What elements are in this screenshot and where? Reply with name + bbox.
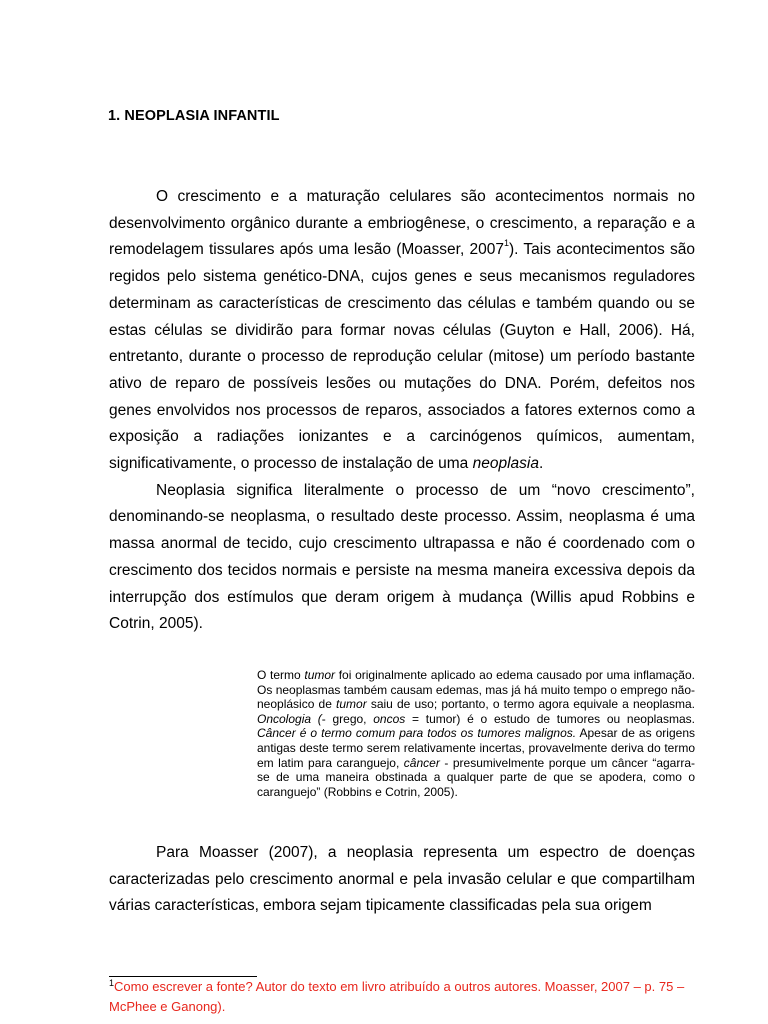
quote-text (257, 668, 695, 799)
footnote-text: Como escrever a fonte? Autor do texto em livro atribuído a outros autores. Moasser, 2007 – p. 75 – McPhee e Ganong). (109, 979, 685, 1014)
quote-i2: tumor (336, 697, 367, 712)
section-heading: 1. NEOPLASIA INFANTIL (108, 108, 280, 124)
body-text-bottom (109, 840, 695, 919)
quote-s6: Apesar de as origens antigas deste termo serem relativamente incertas, provavelmente deriva do termo em latim para caranguejo, (257, 726, 695, 770)
paragraph-growth-maturation (109, 184, 695, 478)
paragraph1-italic-term: neoplasia (472, 455, 539, 473)
quote-s1: O termo (257, 668, 305, 682)
paragraph1-part1: O crescimento e a maturação celulares são acontecimentos normais no desenvolvimento orgânico durante a embriogênese, o crescimento, a reparação e a remodelagem tissulares após uma lesão (Moasser, 2007 (109, 188, 695, 259)
quote-i6: câncer (403, 755, 440, 770)
quote-i1: tumor (304, 668, 336, 682)
quote-s2: foi originalmente aplicado ao edema causado por uma inflamação. Os neoplasmas também causam edemas, mas já há muito tempo o emprego não-neoplásico de (257, 668, 695, 712)
quote-s7: - presumivelmente porque um câncer “agarra-se de uma maneira obstinada a qualquer parte de que se apodera, como o caranguejo” (Robbins e Cotrin, 2005). (257, 755, 696, 799)
paragraph1-part2: ). Tais acontecimentos são regidos pelo sistema genético-DNA, cujos genes e seus mecanismos reguladores determinam as características de crescimento das células e também quando ou se estas células se dividirão para formar novas células (Guyton e Hall, 2006). Há, entretanto, durante o processo de reprodução celular (mitose) um período bastante ativo de reparo de possíveis lesões ou mutações do DNA. Porém, defeitos nos genes envolvidos nos processos de reparos, associados a fatores externos como a exposição a radiações ionizantes e a carcinógenos químicos, aumentam, significativamente, o processo de instalação de uma (109, 241, 695, 473)
paragraph-neoplasia-definition: Neoplasia significa literalmente o processo de um “novo crescimento”, denominando-se neoplasma, o resultado deste processo. Assim, neoplasma é uma massa anormal de tecido, cujo crescimento ultrapassa e não é coordenado com o crescimento dos tecidos normais e persiste na mesma maneira excessiva depois da interrupção dos estímulos que deram origem à mudança (Willis apud Robbins e Cotrin, 2005). (109, 481, 695, 633)
body-text-top (109, 184, 695, 638)
footnote (109, 977, 695, 1017)
block-quote (257, 668, 695, 799)
paragraph-moasser: Para Moasser (2007), a neoplasia representa um espectro de doenças caracterizadas pelo crescimento anormal e pela invasão celular e que compartilham várias características, embora sejam tipicamente classificadas pela sua origem (109, 844, 695, 915)
paragraph1-end: . (538, 455, 544, 473)
footnote-reference[interactable]: 1 (503, 238, 509, 249)
quote-i4: oncos (373, 711, 406, 726)
quote-s4: - grego, (321, 711, 374, 726)
quote-s5: = tumor) é o estudo de tumores ou neoplasmas. (405, 711, 695, 726)
quote-i3: Oncologia ( (257, 711, 322, 726)
quote-s3: saiu de uso; portanto, o termo agora equivale a neoplasma. (366, 697, 696, 712)
quote-i5: Câncer é o termo comum para todos os tumores malignos. (257, 726, 577, 741)
footnote-marker: 1 (109, 978, 115, 988)
